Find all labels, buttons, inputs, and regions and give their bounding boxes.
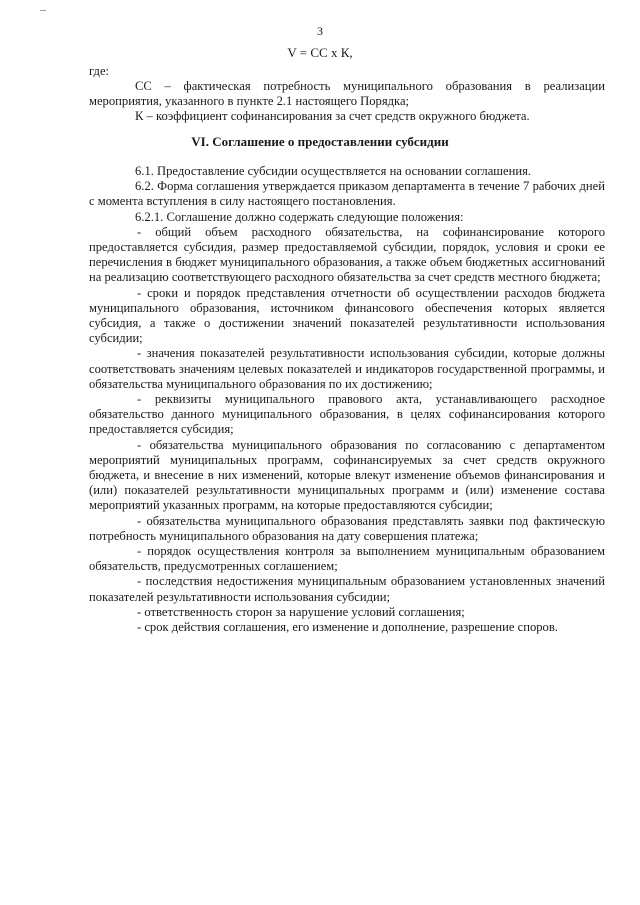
list-item: - последствия недостижения муниципальным образованием установленных значений показателей результативности использования субсидии; xyxy=(89,574,605,604)
definition-k: К – коэффициент софинансирования за счет средств окружного бюджета. xyxy=(135,109,530,124)
section-body xyxy=(89,164,605,635)
formula: V = СС х К, xyxy=(287,45,353,60)
list-item: - обязательства муниципального образования по согласованию с департаментом мероприятий муниципальных программ, софинансируемых за счет средств окружного бюджета, и внесение в них изменений, которые влекут изменение объемов финансирования и (или) показателей результативности муниципальных программ и (или) изменение состава мероприятий указанных программ, на которые предоставляются субсидии; xyxy=(89,437,605,513)
section-heading: VI. Соглашение о предоставлении субсидии xyxy=(191,134,449,149)
where-label: где: xyxy=(89,64,110,78)
list-item: - срок действия соглашения, его изменение и дополнение, разрешение споров. xyxy=(137,620,558,635)
scan-mark xyxy=(40,10,46,11)
paragraph: 6.2.1. Соглашение должно содержать следующие положения: xyxy=(135,209,464,224)
list-item: - порядок осуществления контроля за выполнением муниципальным образованием обязательств, предусмотренных соглашением; xyxy=(89,544,605,574)
definition-cc: СС – фактическая потребность муниципального образования в реализации мероприятия, указанного в пункте 2.1 настоящего Порядка; xyxy=(89,79,605,109)
page-number: 3 xyxy=(317,24,323,38)
definitions-block xyxy=(89,79,605,125)
list-item: - значения показателей результативности использования субсидии, которые должны соответствовать значениям целевых показателей и индикаторов государственной программы, и обязательства муниципального образования по их достижению; xyxy=(89,346,605,391)
list-item: - общий объем расходного обязательства, на софинансирование которого предоставляется субсидия, размер предоставляемой субсидии, порядок, условия и сроки ее перечисления в бюджет муниципального образования, а также объем бюджетных ассигнований на реализацию соответствующего расходного обязательства за счет средств местного бюджета; xyxy=(89,224,605,285)
paragraph: 6.1. Предоставление субсидии осуществляется на основании соглашения. xyxy=(135,164,532,178)
list-item: - ответственность сторон за нарушение условий соглашения; xyxy=(137,604,465,619)
list-item: - сроки и порядок представления отчетности об осуществлении расходов бюджета муниципального образования, источником финансового обеспечения которых является субсидия, а также о достижении значений показателей результативности использования субсидии; xyxy=(89,285,605,346)
paragraph: 6.2. Форма соглашения утверждается приказом департамента в течение 7 рабочих дней с момента вступления в силу настоящего постановления. xyxy=(89,179,605,209)
list-item: - обязательства муниципального образования представлять заявки под фактическую потребность муниципального образования на дату совершения платежа; xyxy=(89,513,605,543)
list-item: - реквизиты муниципального правового акта, устанавливающего расходное обязательство данного муниципального образования, в целях софинансирования которого предоставляется субсидия; xyxy=(89,392,605,437)
